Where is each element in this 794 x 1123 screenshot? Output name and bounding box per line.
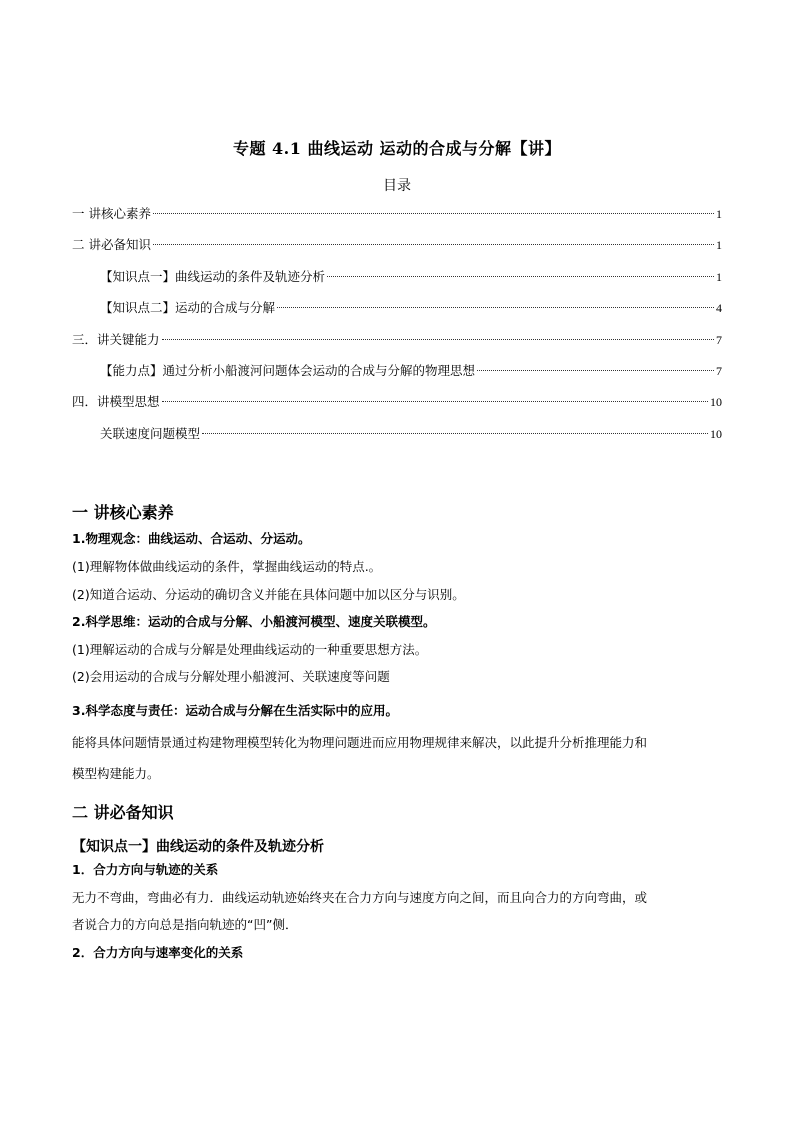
- toc-entry-label: 【知识点一】曲线运动的条件及轨迹分析: [100, 269, 326, 284]
- toc-entry[interactable]: [72, 235, 722, 255]
- toc-entry[interactable]: [72, 330, 722, 350]
- toc-entry-page: 1: [716, 270, 722, 284]
- toc-entry-page: 7: [716, 333, 722, 347]
- toc-leader-dots: [202, 433, 708, 434]
- document-title: 专题 4.1 曲线运动 运动的合成与分解【讲】: [232, 139, 562, 158]
- toc-entry-label: 关联速度问题模型: [100, 426, 201, 441]
- toc-entry-label: 一 讲核心素养: [72, 206, 151, 221]
- paragraph: (2)会用运动的合成与分解处理小船渡河、关联速度等问题: [72, 669, 390, 684]
- toc-heading: 目录: [383, 178, 411, 194]
- section-heading: 一 讲核心素养: [72, 503, 174, 522]
- paragraph: (1)理解物体做曲线运动的条件，掌握曲线运动的特点.。: [72, 559, 382, 574]
- toc-entry[interactable]: [72, 392, 722, 412]
- subheading: 2．合力方向与速率变化的关系: [72, 945, 244, 960]
- toc-entry[interactable]: [72, 204, 722, 224]
- toc-entry-page: 1: [716, 238, 722, 252]
- toc-entry-page: 1: [716, 207, 722, 221]
- toc-entry-label: 四．讲模型思想: [72, 394, 160, 409]
- paragraph: (1)理解运动的合成与分解是处理曲线运动的一种重要思想方法。: [72, 642, 428, 657]
- toc-leader-dots: [162, 401, 708, 402]
- subheading: 1．合力方向与轨迹的关系: [72, 862, 219, 877]
- toc-leader-dots: [477, 370, 714, 371]
- knowledge-point-heading: 【知识点一】曲线运动的条件及轨迹分析: [72, 839, 324, 855]
- toc-entry[interactable]: [100, 361, 722, 381]
- paragraph: 模型构建能力。: [72, 766, 160, 781]
- toc-entry-page: 7: [716, 364, 722, 378]
- paragraph: 无力不弯曲，弯曲必有力．曲线运动轨迹始终夹在合力方向与速度方向之间，而且向合力的方向弯曲，或: [72, 890, 648, 905]
- toc-entry-label: 【知识点二】运动的合成与分解: [100, 300, 276, 315]
- toc-leader-dots: [277, 307, 714, 308]
- toc-entry-page: 4: [716, 301, 722, 315]
- toc-leader-dots: [153, 213, 714, 214]
- toc-leader-dots: [327, 276, 714, 277]
- section-heading: 二 讲必备知识: [72, 803, 174, 822]
- toc-entry-label: 三．讲关键能力: [72, 332, 160, 347]
- paragraph: 3.科学态度与责任：运动合成与分解在生活实际中的应用。: [72, 703, 398, 718]
- toc-entry-label: 二 讲必备知识: [72, 237, 151, 252]
- toc-entry-label: 【能力点】通过分析小船渡河问题体会运动的合成与分解的物理思想: [100, 363, 476, 378]
- toc-entry[interactable]: [100, 267, 722, 287]
- toc-entry[interactable]: [100, 298, 722, 318]
- paragraph: 1.物理观念：曲线运动、合运动、分运动。: [72, 531, 311, 546]
- paragraph: 能将具体问题情景通过构建物理模型转化为物理问题进而应用物理规律来解决，以此提升分析推理能力和: [72, 735, 648, 750]
- toc-entry-page: 10: [710, 427, 722, 441]
- toc-leader-dots: [153, 244, 714, 245]
- toc-entry[interactable]: [100, 424, 722, 444]
- toc-leader-dots: [162, 339, 714, 340]
- paragraph: 2.科学思维：运动的合成与分解、小船渡河模型、速度关联模型。: [72, 614, 436, 629]
- toc-entry-page: 10: [710, 395, 722, 409]
- paragraph: 者说合力的方向总是指向轨迹的“凹”侧．: [72, 917, 298, 932]
- paragraph: (2)知道合运动、分运动的确切含义并能在具体问题中加以区分与识别。: [72, 587, 465, 602]
